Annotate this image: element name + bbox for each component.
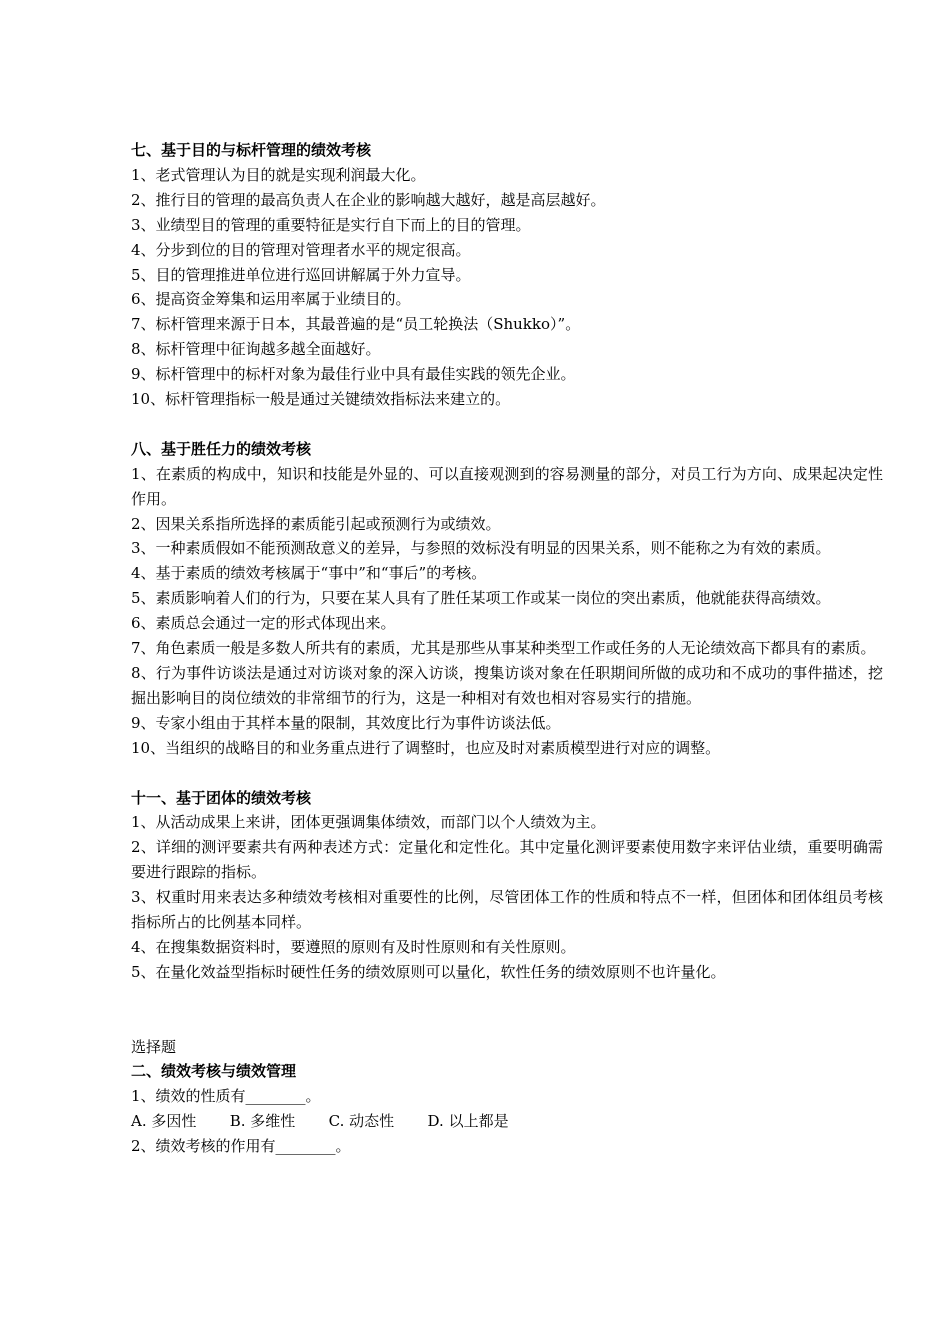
list-item: 9、标杆管理中的标杆对象为最佳行业中具有最佳实践的领先企业。	[131, 365, 576, 384]
section-choice-questions	[131, 1035, 883, 1160]
section-target-benchmark	[131, 138, 883, 412]
list-item: 3、权重时用来表达多种绩效考核相对重要性的比例，尽管团体工作的性质和特点不一样，但团体和团体组员考核指标所占的比例基本同样。	[131, 888, 883, 932]
spacer	[131, 985, 883, 1035]
list-item: 7、角色素质一般是多数人所共有的素质，尤其是那些从事某种类型工作或任务的人无论绩效高下都具有的素质。	[131, 639, 876, 658]
list-item: 6、素质总会通过一定的形式体现出来。	[131, 614, 396, 633]
list-item: 4、基于素质的绩效考核属于“事中”和“事后”的考核。	[131, 564, 487, 583]
spacer	[131, 412, 883, 437]
list-item: 4、分步到位的目的管理对管理者水平的规定很高。	[131, 240, 471, 259]
question-2: 2、绩效考核的作用有________。	[131, 1137, 351, 1156]
document-content	[131, 138, 883, 1159]
spacer	[131, 761, 883, 786]
question-1: 1、绩效的性质有________。	[131, 1087, 321, 1106]
section-heading: 二、绩效考核与绩效管理	[131, 1062, 297, 1081]
list-item: 1、在素质的构成中，知识和技能是外显的、可以直接观测到的容易测量的部分，对员工行为方向、成果起决定性作用。	[131, 464, 883, 508]
list-item: 5、目的管理推进单位进行巡回讲解属于外力宣导。	[131, 265, 471, 284]
list-item: 3、业绩型目的管理的重要特征是实行自下而上的目的管理。	[131, 215, 531, 234]
list-item: 5、素质影响着人们的行为，只要在某人具有了胜任某项工作或某一岗位的突出素质，他就能获得高绩效。	[131, 589, 831, 608]
list-item: 8、标杆管理中征询越多越全面越好。	[131, 340, 381, 359]
list-item: 5、在量化效益型指标时硬性任务的绩效原则可以量化，软性任务的绩效原则不也许量化。	[131, 962, 726, 981]
list-item: 1、老式管理认为目的就是实现利润最大化。	[131, 165, 426, 184]
list-item: 9、专家小组由于其样本量的限制，其效度比行为事件访谈法低。	[131, 713, 561, 732]
list-item: 2、因果关系指所选择的素质能引起或预测行为或绩效。	[131, 514, 501, 533]
section-competency	[131, 437, 883, 761]
list-item: 7、标杆管理来源于日本，其最普遍的是“员工轮换法（Shukko）”。	[131, 315, 581, 334]
list-item: 2、推行目的管理的最高负责人在企业的影响越大越好，越是高层越好。	[131, 190, 606, 209]
list-item: 10、标杆管理指标一般是通过关键绩效指标法来建立的。	[131, 390, 511, 409]
list-item: 4、在搜集数据资料时，要遵照的原则有及时性原则和有关性原则。	[131, 937, 576, 956]
list-item: 10、当组织的战略目的和业务重点进行了调整时，也应及时对素质模型进行对应的调整。	[131, 738, 721, 757]
section-team	[131, 786, 883, 985]
section-heading: 八、基于胜任力的绩效考核	[131, 439, 312, 458]
list-item: 8、行为事件访谈法是通过对访谈对象的深入访谈，搜集访谈对象在任职期间所做的成功和不成功的事件描述，挖掘出影响目的岗位绩效的非常细节的行为，这是一种相对有效也相对容易实行的措施。	[131, 664, 883, 707]
list-item: 3、一种素质假如不能预测敌意义的差异，与参照的效标没有明显的因果关系，则不能称之为有效的素质。	[131, 539, 831, 558]
choice-label: 选择题	[131, 1037, 177, 1056]
list-item: 2、详细的测评要素共有两种表述方式：定量化和定性化。其中定量化测评要素使用数字来评估业绩，重要明确需要进行跟踪的指标。	[131, 838, 883, 882]
question-1-options: A. 多因性 B. 多维性 C. 动态性 D. 以上都是	[131, 1112, 509, 1131]
section-heading: 七、基于目的与标杆管理的绩效考核	[131, 141, 372, 159]
section-heading: 十一、基于团体的绩效考核	[131, 788, 312, 807]
list-item: 6、提高资金筹集和运用率属于业绩目的。	[131, 290, 411, 309]
list-item: 1、从活动成果上来讲，团体更强调集体绩效，而部门以个人绩效为主。	[131, 813, 606, 832]
